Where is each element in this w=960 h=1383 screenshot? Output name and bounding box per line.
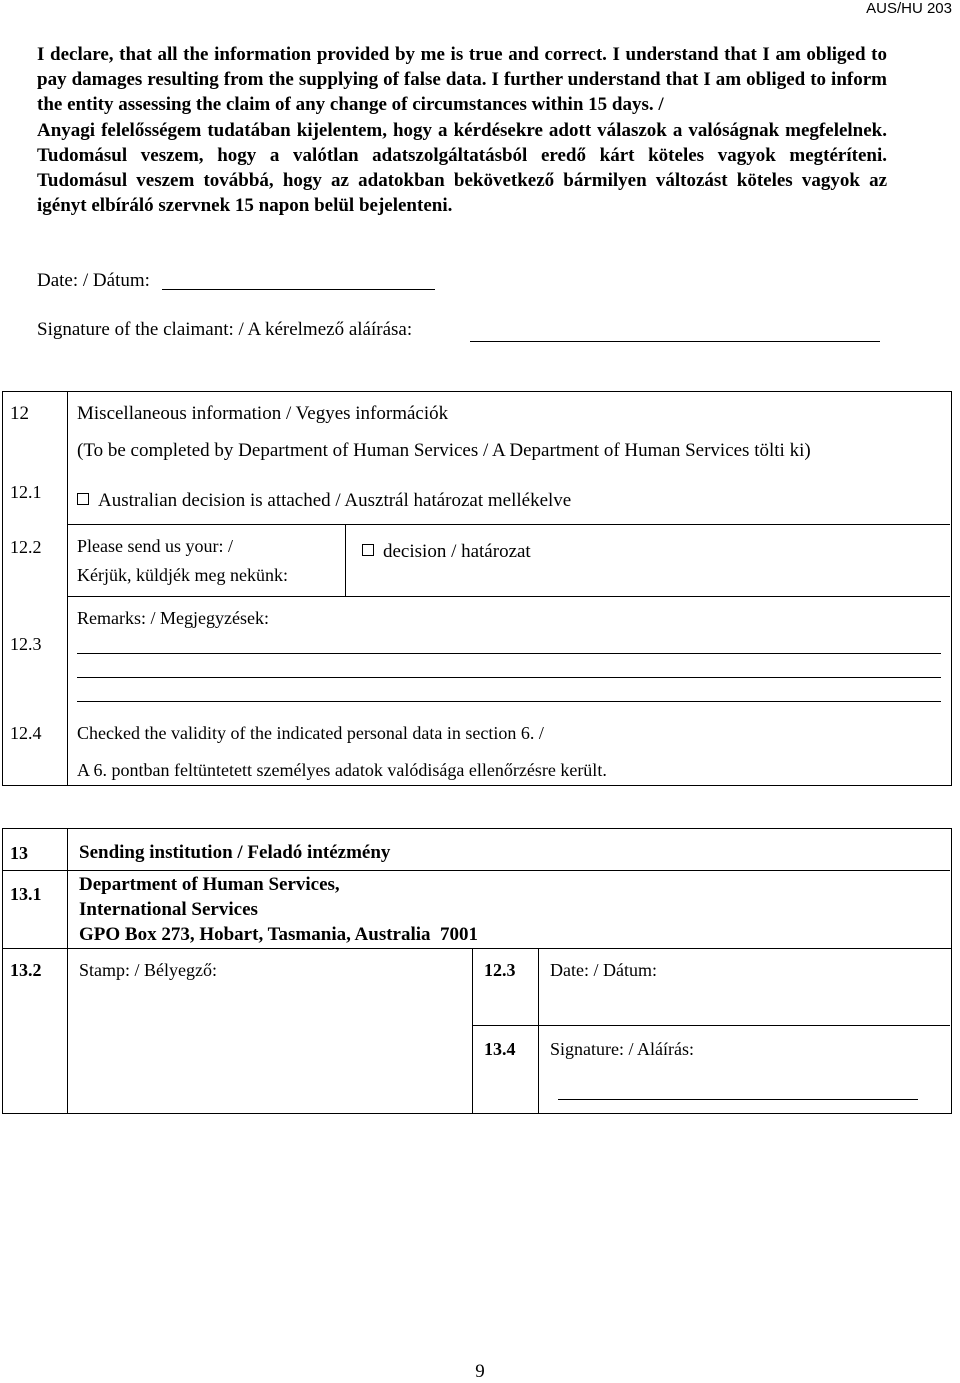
item-13-2-number: 13.2	[10, 960, 42, 980]
section-13-num-divider-1	[2, 870, 67, 871]
section-13-number: 13	[10, 843, 28, 863]
item-13-3-number: 12.3	[484, 960, 516, 980]
section-12-title: Miscellaneous information / Vegyes információk	[77, 403, 449, 424]
remarks-line-1[interactable]	[77, 653, 941, 654]
item-13-1-number: 13.1	[10, 884, 42, 904]
item-12-1-number: 12.1	[10, 482, 42, 502]
declaration-text-hu: Anyagi felelősségem tudatában kijelentem, hogy a kérdésekre adott válaszok a valóságnak megfelelnek. Tudomásul veszem, hogy a valótlan adatszolgáltatásból eredő kárt köteles vagyok megtéríteni. Tudomásul veszem továbbá, hogy az adatokban bekövetkező bármilyen változást köteles vagyok az igényt elbíráló szervnek 15 napon belül bejelenteni.	[37, 119, 887, 217]
institution-unit: International Services	[79, 899, 258, 920]
section-13-signature-label: Signature: / Aláírás:	[550, 1039, 694, 1059]
item-12-4-line-2: A 6. pontban feltüntetett személyes adatok valódisága ellenőrzésre került.	[77, 760, 607, 780]
signature-label: Signature of the claimant: / A kérelmező aláírása:	[37, 319, 413, 340]
australian-decision-checkbox[interactable]	[77, 493, 89, 505]
section-12-divider-1	[67, 524, 950, 525]
item-12-2-label-1: Please send us your: /	[77, 536, 233, 556]
item-12-2-label-2: Kérjük, küldjék meg nekünk:	[77, 565, 288, 585]
declaration-text-en: I declare, that all the information provided by me is true and correct. I understand that I am obliged to pay damages resulting from the supplying of false data. I further understand that I am obliged to inform the entity assessing the claim of any change of circumstances within 15 days. /	[37, 44, 887, 116]
section-13-mid-divider-2	[538, 948, 539, 1113]
item-12-3-number: 12.3	[10, 634, 42, 654]
remarks-line-2[interactable]	[77, 677, 941, 678]
section-13-mid-divider-1	[472, 948, 473, 1113]
institution-name: Department of Human Services,	[79, 874, 340, 895]
date-input-line[interactable]	[162, 289, 435, 290]
item-12-1-label: Australian decision is attached / Ausztrál határozat mellékelve	[98, 490, 572, 511]
date-label: Date: / Dátum:	[37, 270, 150, 291]
signature-input-line[interactable]	[470, 341, 880, 342]
item-12-1	[77, 490, 571, 512]
section-12-divider-2	[67, 596, 950, 597]
section-13-divider-3	[472, 1025, 950, 1026]
item-12-4-line-1: Checked the validity of the indicated personal data in section 6. /	[77, 723, 544, 743]
section-12-col-divider	[67, 391, 68, 785]
decision-checkbox[interactable]	[362, 544, 374, 556]
section-12-note: (To be completed by Department of Human Services / A Department of Human Services tölti ki)	[77, 440, 811, 461]
section-13-date-label: Date: / Dátum:	[550, 960, 657, 980]
item-12-4-number: 12.4	[10, 723, 42, 743]
item-12-2-number: 12.2	[10, 537, 42, 557]
section-13-signature-line[interactable]	[558, 1099, 918, 1100]
section-13-title: Sending institution / Feladó intézmény	[79, 842, 391, 863]
stamp-label: Stamp: / Bélyegző:	[79, 960, 217, 980]
item-12-2-option	[362, 541, 531, 563]
item-13-4-number: 13.4	[484, 1039, 516, 1059]
item-12-3-label: Remarks: / Megjegyzések:	[77, 608, 269, 628]
remarks-line-3[interactable]	[77, 701, 941, 702]
page-number: 9	[475, 1361, 485, 1382]
item-12-2-option-label: decision / határozat	[383, 541, 531, 562]
form-code: AUS/HU 203	[866, 0, 952, 17]
declaration	[37, 42, 887, 218]
section-13-divider-2	[2, 948, 951, 949]
institution-address: GPO Box 273, Hobart, Tasmania, Australia 7001	[79, 924, 479, 945]
section-13-divider-1	[67, 870, 950, 871]
section-12-number: 12	[10, 403, 29, 424]
section-12-2-divider	[345, 524, 346, 596]
